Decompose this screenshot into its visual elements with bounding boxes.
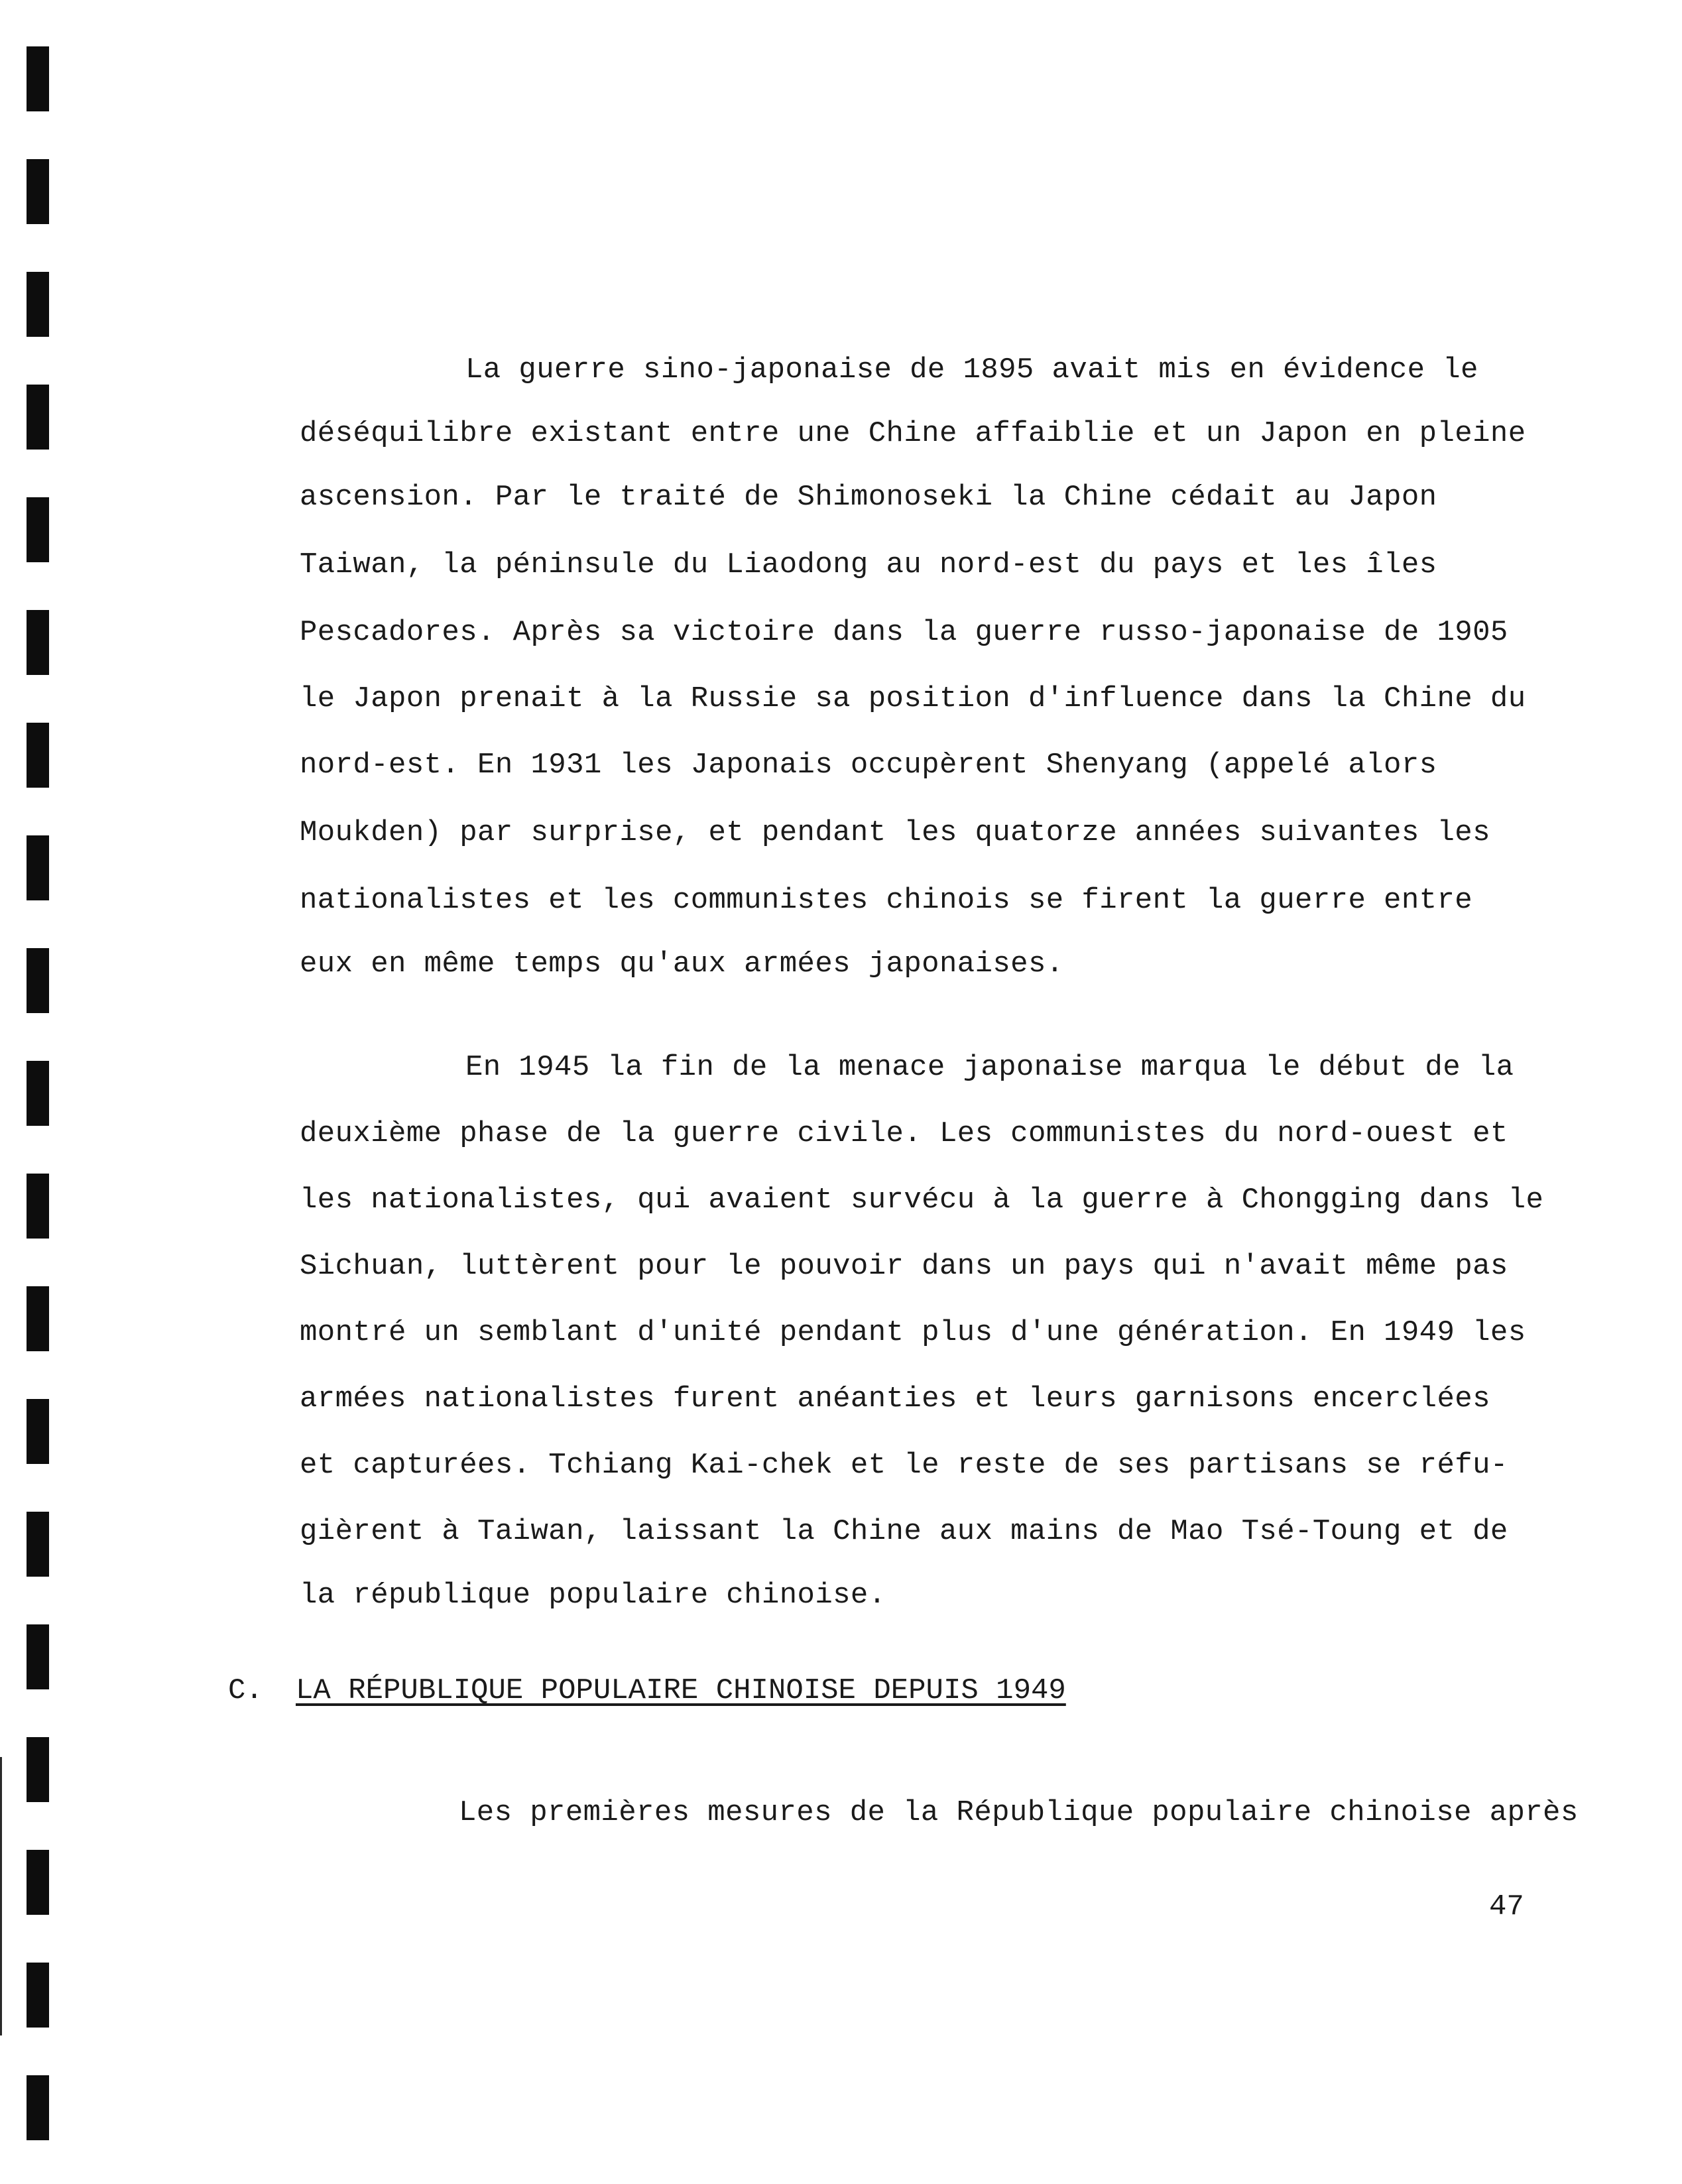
paragraph-line: le Japon prenait à la Russie sa position d'influence dans la Chine du [300, 682, 1526, 715]
binding-mark [27, 835, 49, 900]
binding-marks [27, 0, 53, 2184]
binding-mark [27, 1624, 49, 1689]
binding-mark [27, 1286, 49, 1351]
page-edge-line [0, 1757, 2, 2035]
paragraph-line: armées nationalistes furent anéanties et leurs garnisons encerclées [300, 1382, 1490, 1416]
binding-mark [27, 1850, 49, 1915]
paragraph-line: nationalistes et les communistes chinois se firent la guerre entre [300, 884, 1473, 917]
binding-mark [27, 723, 49, 788]
binding-mark [27, 497, 49, 562]
paragraph-line: La guerre sino-japonaise de 1895 avait mis en évidence le [465, 353, 1478, 387]
binding-mark [27, 1737, 49, 1802]
paragraph-line: nord-est. En 1931 les Japonais occupèrent Shenyang (appelé alors [300, 749, 1437, 782]
binding-mark [27, 1512, 49, 1577]
binding-mark [27, 1963, 49, 2028]
binding-mark [27, 159, 49, 224]
paragraph-line: Taiwan, la péninsule du Liaodong au nord-est du pays et les îles [300, 548, 1437, 581]
binding-mark [27, 1061, 49, 1126]
paragraph-line: la république populaire chinoise. [300, 1579, 886, 1612]
paragraph-line: Les premières mesures de la République populaire chinoise après [459, 1796, 1579, 1829]
paragraph-line: En 1945 la fin de la menace japonaise marqua le début de la [465, 1051, 1514, 1084]
paragraph-line: et capturées. Tchiang Kai-chek et le reste de ses partisans se réfu- [300, 1449, 1508, 1482]
section-letter: C. [228, 1674, 263, 1707]
binding-mark [27, 1399, 49, 1464]
paragraph-line: les nationalistes, qui avaient survécu à la guerre à Chongging dans le [300, 1183, 1544, 1217]
binding-mark [27, 2075, 49, 2140]
paragraph-line: gièrent à Taiwan, laissant la Chine aux mains de Mao Tsé-Toung et de [300, 1515, 1508, 1548]
paragraph-line: déséquilibre existant entre une Chine affaiblie et un Japon en pleine [300, 417, 1526, 450]
binding-mark [27, 385, 49, 450]
page-number: 47 [1489, 1890, 1524, 1923]
binding-mark [27, 1174, 49, 1239]
paragraph-line: montré un semblant d'unité pendant plus d'une génération. En 1949 les [300, 1316, 1526, 1349]
binding-mark [27, 272, 49, 337]
paragraph-line: Moukden) par surprise, et pendant les quatorze années suivantes les [300, 816, 1490, 849]
binding-mark [27, 610, 49, 675]
paragraph-line: eux en même temps qu'aux armées japonaises. [300, 947, 1064, 981]
paragraph-line: Pescadores. Après sa victoire dans la guerre russo-japonaise de 1905 [300, 616, 1508, 649]
binding-mark [27, 948, 49, 1013]
paragraph-line: deuxième phase de la guerre civile. Les communistes du nord-ouest et [300, 1117, 1508, 1150]
paragraph-line: ascension. Par le traité de Shimonoseki la Chine cédait au Japon [300, 481, 1437, 514]
section-title: LA RÉPUBLIQUE POPULAIRE CHINOISE DEPUIS 1949 [296, 1674, 1066, 1707]
paragraph-line: Sichuan, luttèrent pour le pouvoir dans un pays qui n'avait même pas [300, 1250, 1508, 1283]
binding-mark [27, 46, 49, 111]
